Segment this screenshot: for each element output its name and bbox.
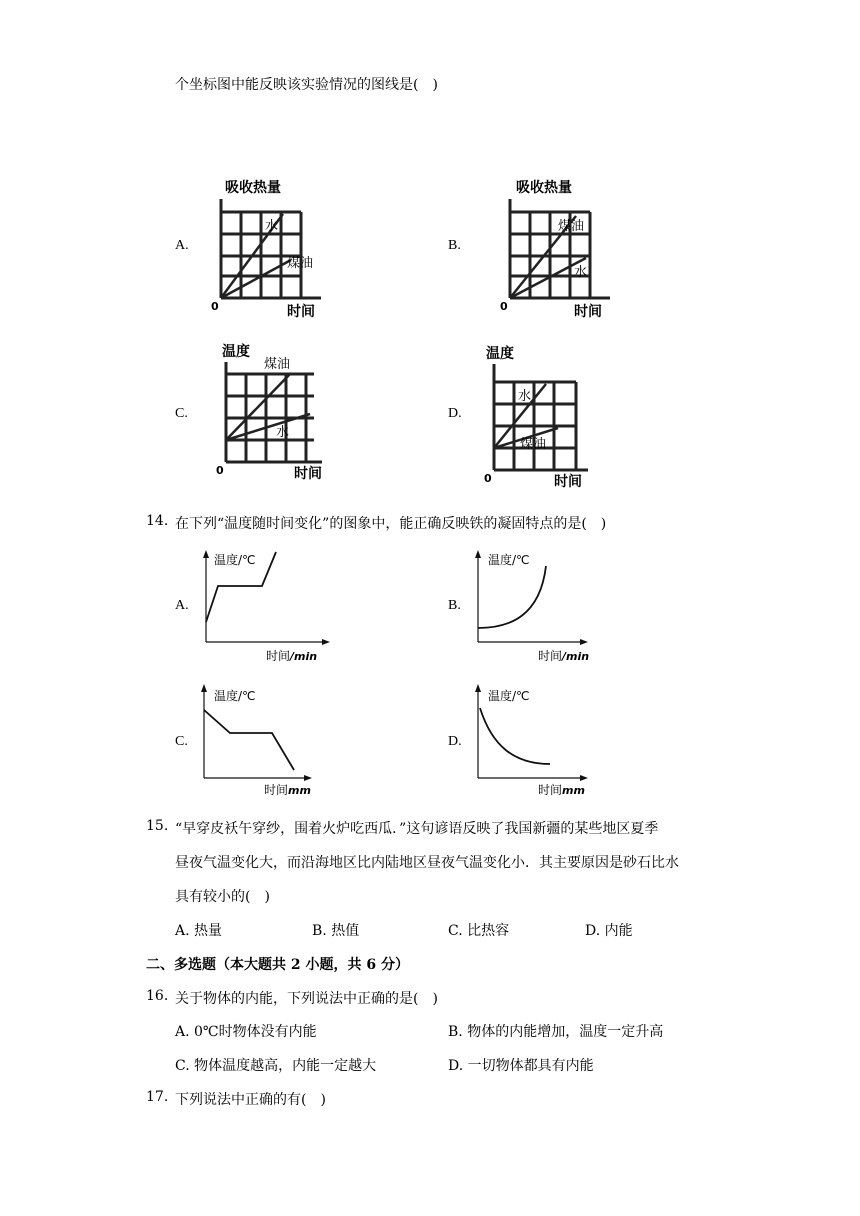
q14-option-d-label: D. [448, 734, 462, 749]
choice-text: 0℃时物体没有内能 [194, 1024, 317, 1040]
q15-choice-b[interactable] [312, 920, 359, 940]
choice-text: 热值 [331, 923, 360, 939]
x-axis-label: 时间 [287, 304, 315, 320]
y-axis-label: 温度/℃ [488, 553, 530, 567]
choice-text: 一切物体都具有内能 [467, 1058, 594, 1074]
choice-text: 热量 [194, 923, 223, 939]
choice-text: 物体的内能增加，温度一定升高 [467, 1024, 664, 1040]
q14-graph-d [470, 682, 606, 802]
y-axis-label: 温度/℃ [214, 689, 256, 703]
x-axis-label: 时间 [294, 466, 322, 482]
q15-choice-a[interactable] [175, 920, 222, 940]
choice-text: 物体温度越高，内能一定越大 [194, 1058, 377, 1074]
y-axis-label: 温度 [222, 344, 250, 360]
curve [480, 708, 550, 764]
choice-letter: D. [585, 923, 601, 939]
water-label: 水 [518, 389, 532, 404]
q17-text: 下列说法中正确的有( ) [175, 1092, 326, 1108]
x-axis-unit: /min [290, 650, 318, 663]
q14-graph-a [196, 546, 332, 666]
x-axis-unit: mm [562, 784, 585, 797]
y-axis-label: 温度/℃ [488, 689, 530, 703]
q14-graph-c [196, 682, 332, 802]
q13-option-a-label: A. [175, 238, 189, 253]
water-label: 水 [574, 265, 588, 280]
q15-choice-d[interactable] [585, 920, 633, 940]
choice-letter: A. [175, 1024, 190, 1040]
q14-graph-b [470, 546, 606, 666]
x-axis-label: 时间 [554, 474, 582, 490]
water-label: 水 [265, 219, 279, 234]
choice-letter: B. [312, 923, 327, 939]
q13-graph-c [210, 338, 340, 490]
choice-letter: A. [175, 923, 190, 939]
q14-option-a-label: A. [175, 598, 189, 613]
q15-text-line-3: 具有较小的( ) [175, 889, 270, 905]
q14-option-c-label: C. [175, 734, 188, 749]
q16-choice-c[interactable] [175, 1055, 376, 1075]
q14-option-b-label: B. [448, 598, 461, 613]
water-label: 水 [276, 425, 290, 440]
choice-letter: B. [448, 1024, 463, 1040]
curve [204, 710, 294, 770]
section-heading: 二、多选题（本大题共 2 小题，共 6 分） [146, 957, 409, 973]
origin-label: 0 [211, 300, 219, 313]
q15-text-line-1: “早穿皮袄午穿纱，围着火炉吃西瓜．”这句谚语反映了我国新疆的某些地区夏季 [175, 821, 659, 837]
y-axis-label: 吸收热量 [225, 180, 281, 196]
question-continuation: 个坐标图中能反映该实验情况的图线是( ) [175, 77, 438, 93]
origin-label: 0 [216, 464, 224, 477]
q13-graph-d [480, 342, 610, 494]
q14-number: 14. [146, 513, 169, 529]
choice-letter: C. [448, 923, 463, 939]
x-axis-label: 时间 [266, 649, 291, 663]
q16-number: 16. [146, 988, 169, 1004]
choice-text: 比热容 [467, 923, 510, 939]
q13-option-d-label: D. [448, 406, 462, 421]
choice-letter: C. [175, 1058, 190, 1074]
q16-choice-b[interactable] [448, 1021, 663, 1041]
q15-number: 15. [146, 818, 169, 834]
q16-choice-a[interactable] [175, 1021, 317, 1041]
kerosene-label: 煤油 [264, 357, 291, 372]
y-axis-label: 温度 [486, 346, 514, 362]
q16-choice-d[interactable] [448, 1055, 594, 1075]
q13-graph-b [494, 172, 624, 324]
y-axis-label: 温度/℃ [214, 553, 256, 567]
origin-label: 0 [500, 300, 508, 313]
curve [478, 566, 546, 628]
kerosene-label: 煤油 [520, 437, 547, 452]
origin-label: 0 [484, 472, 492, 485]
q13-option-b-label: B. [448, 238, 461, 253]
x-axis-label: 时间 [264, 783, 289, 797]
q14-text: 在下列“温度随时间变化”的图象中，能正确反映铁的凝固特点的是( ) [175, 516, 607, 532]
choice-text: 内能 [604, 923, 633, 939]
x-axis-label: 时间 [538, 649, 563, 663]
x-axis-label: 时间 [574, 304, 602, 320]
q16-text: 关于物体的内能，下列说法中正确的是( ) [175, 991, 438, 1007]
x-axis-unit: mm [288, 784, 311, 797]
x-axis-label: 时间 [538, 783, 563, 797]
kerosene-label: 煤油 [287, 256, 314, 271]
q13-graph-a [205, 172, 335, 324]
choice-letter: D. [448, 1058, 464, 1074]
y-axis-label: 吸收热量 [516, 180, 572, 196]
q15-text-line-2: 昼夜气温变化大，而沿海地区比内陆地区昼夜气温变化小．其主要原因是砂石比水 [175, 855, 679, 871]
x-axis-unit: /min [562, 650, 590, 663]
q17-number: 17. [146, 1089, 169, 1105]
q15-choice-c[interactable] [448, 920, 509, 940]
kerosene-label: 煤油 [558, 219, 585, 234]
q13-option-c-label: C. [175, 406, 188, 421]
